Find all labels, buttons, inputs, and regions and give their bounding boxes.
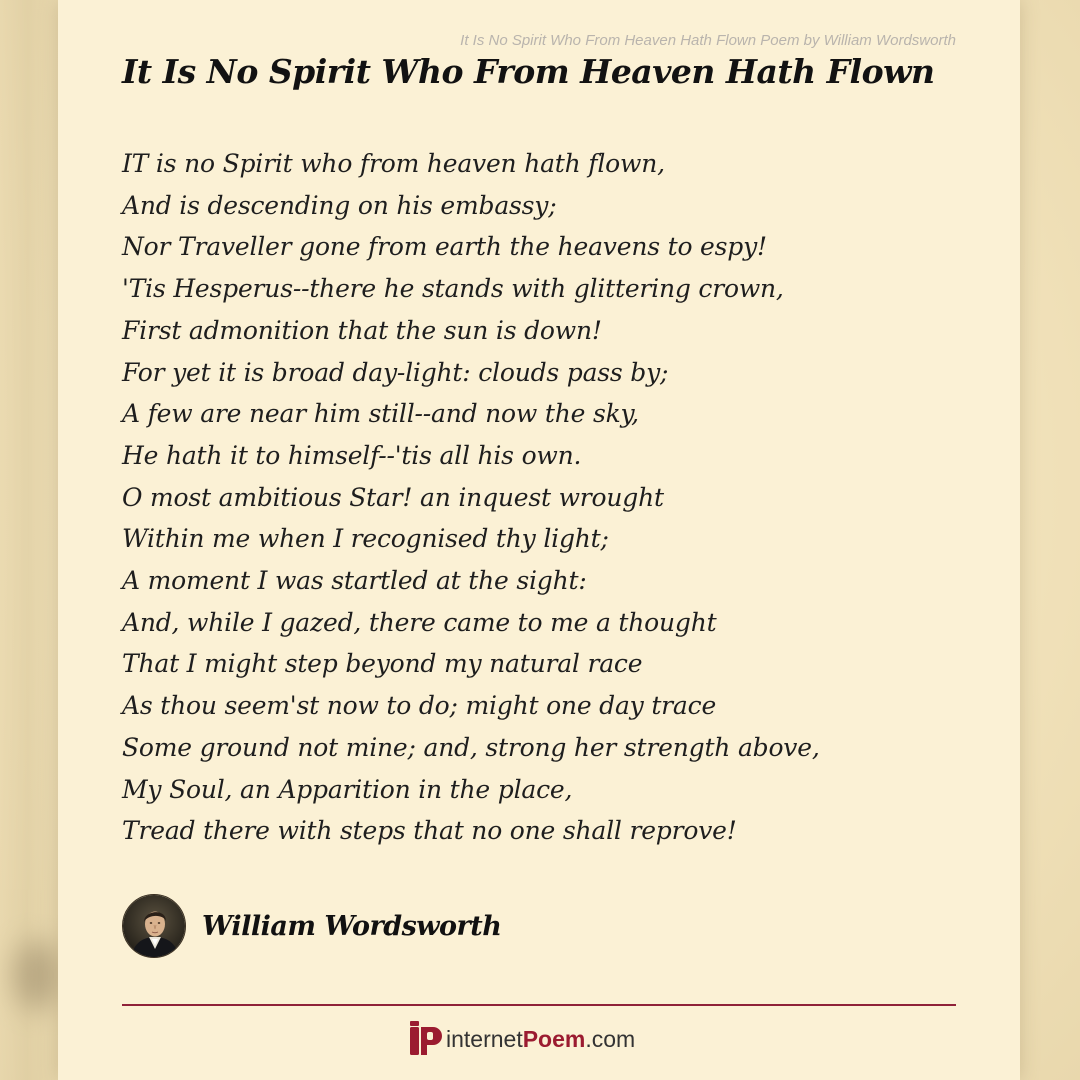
poem-line: My Soul, an Apparition in the place,: [122, 774, 573, 804]
background-smudge: [14, 940, 60, 1010]
poem-line: Within me when I recognised thy light;: [122, 524, 609, 554]
site-footer[interactable]: [408, 1020, 635, 1058]
watermark-text: It Is No Spirit Who From Heaven Hath Flown Poem by William Wordsworth: [460, 32, 956, 49]
poem-line: And is descending on his embassy;: [122, 190, 557, 220]
site-name[interactable]: [446, 1026, 635, 1053]
poem-title: It Is No Spirit Who From Heaven Hath Flown: [122, 52, 935, 91]
poem-line: Tread there with steps that no one shall reprove!: [122, 816, 737, 846]
footer-divider: [122, 1004, 956, 1006]
author-avatar[interactable]: [122, 894, 186, 958]
ip-logo-icon: [408, 1021, 442, 1057]
poem-line: Some ground not mine; and, strong her strength above,: [122, 732, 820, 762]
poem-line: Nor Traveller gone from earth the heavens to espy!: [122, 232, 767, 262]
poem-line: A few are near him still--and now the sky,: [122, 399, 639, 429]
poem-line: A moment I was startled at the sight:: [122, 566, 587, 596]
poem-line: 'Tis Hesperus--there he stands with glittering crown,: [122, 274, 784, 304]
poem-line: That I might step beyond my natural race: [122, 649, 643, 679]
poem-line: For yet it is broad day-light: clouds pass by;: [122, 357, 669, 387]
poem-line: As thou seem'st now to do; might one day trace: [122, 691, 717, 721]
site-suffix: .com: [585, 1025, 636, 1052]
poem-line: And, while I gazed, there came to me a thought: [122, 607, 717, 637]
poem-line: IT is no Spirit who from heaven hath flown,: [122, 149, 665, 178]
poem-line: He hath it to himself--'tis all his own.: [122, 440, 582, 470]
site-brand: Poem: [522, 1025, 586, 1052]
author-portrait-icon: [123, 895, 186, 958]
poem-body: [122, 143, 1002, 852]
site-prefix: internet: [446, 1025, 523, 1052]
author-block[interactable]: [122, 893, 501, 959]
poem-line: O most ambitious Star! an inquest wrought: [122, 482, 664, 512]
poem-card: [58, 0, 1020, 1080]
poem-line: First admonition that the sun is down!: [122, 315, 602, 345]
author-name[interactable]: William Wordsworth: [202, 910, 502, 942]
